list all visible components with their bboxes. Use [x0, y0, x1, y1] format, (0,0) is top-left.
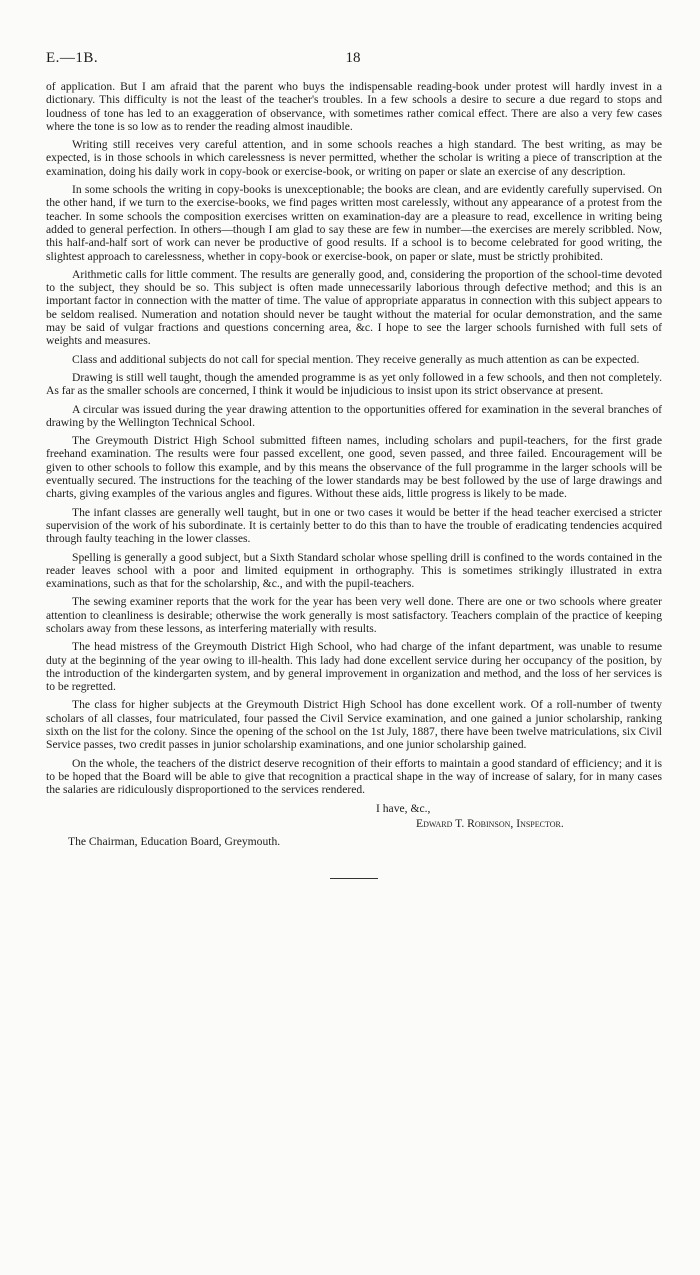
paragraph: A circular was issued during the year drawing attention to the opportunities offered for examination in the several branches of drawing by the Wellington Technical School. — [46, 402, 662, 429]
paragraph: The Greymouth District High School submitted fifteen names, including scholars and pupil-teachers, for the first grade freehand examination. The results were four passed excellent, one good, seven passed, and three failed. Encouragement will be given to other schools to follow this example, and by this means the observance of the full programme in the larger schools will be eventually secured. The instructions for the teaching of the lower standards may be best followed by the use of large drawings and charts, giving examples of the various angles and figures. Without these aids, little progress is likely to be made. — [46, 434, 662, 501]
paragraph: Drawing is still well taught, though the amended programme is as yet only followed in a few schools, and then not completely. As far as the smaller schools are concerned, I think it would be injudicious to insist upon its strict observance at present. — [46, 370, 662, 398]
paragraph: Arithmetic calls for little comment. The results are generally good, and, considering the proportion of the school-time devoted to the subject, they should be so. This subject is often made unnecessarily laborious through defective method; and this is an important factor in connection with the matter of time. The value of appropriate apparatus in connection with this subject appears to be seldom realised. Numeration and notation should never be taught without the material for ocular demonstration, and the same may be said of vulgar fractions and questions concerning area, &c. I hope to see the larger schools furnished with full sets of weights and measures. — [46, 267, 662, 348]
page-header — [46, 50, 660, 72]
paragraph: In some schools the writing in copy-books is unexceptionable; the books are clean, and are evidently carefully supervised. On the other hand, if we turn to the exercise-books, we find pages written most carelessly, without any appearance of a protest from the teacher. In some schools the composition exercises written on examination-day are a pleasure to read, excellence in writing being added to general perfection. In others—though I am glad to say these are few in number—the exercises are merely scribbled. Now, this half-and-half sort of work can never be productive of good results. If a school is to become celebrated for good writing, the slightest approach to carelessness, whether in copy-book or exercise-book, on paper or slate, must be strictly prohibited. — [46, 183, 662, 263]
paragraph: Class and additional subjects do not call for special mention. They receive generally as much attention as can be expected. — [72, 352, 640, 366]
paragraph: Writing still receives very careful attention, and in some schools reaches a high standard. The best writing, as may be expected, is in those schools in which carelessness is never permitted, whether the scholar is writing a piece of transcription at the examination, doing his daily work in copy-book or exercise-book, or writing on paper or slate an exercise of any description. — [46, 138, 662, 178]
paragraph: Spelling is generally a good subject, but a Sixth Standard scholar whose spelling drill is confined to the words contained in the reader leaves school with a poor and limited equipment in orthography. This is sometimes strikingly illustrated in extra examinations, such as that for the scholarship, &c., and with the pupil-teachers. — [46, 550, 662, 591]
page-number: 18 — [345, 50, 361, 66]
signoff-block — [46, 802, 662, 852]
document-reference: E.—1B. — [46, 50, 99, 66]
paragraph: of application. But I am afraid that the parent who buys the indispensable reading-book under protest will hardly invest in a dictionary. This difficulty is not the least of the teacher's troubles. In a few schools a desire to secure a due regard to stops and loudness of tone has led to an exaggeration of observance, with sometimes rather comical effect. There are also a very few cases where the tone is so low as to render the reading almost inaudible. — [46, 80, 662, 133]
paragraph: The head mistress of the Greymouth District High School, who had charge of the infant department, was unable to resume duty at the beginning of the year owing to ill-health. This lady had done excellent service during her occupancy of the position, by the introduction of the kindergarten system, and by general improvement in organization and method, and the loss of her services is to be regretted. — [46, 640, 662, 694]
end-rule — [330, 878, 378, 879]
closing-line: I have, &c., — [376, 801, 431, 815]
report-body — [46, 80, 662, 879]
paragraph: The sewing examiner reports that the work for the year has been very well done. There are one or two schools where greater attention to cleanliness is desirable; otherwise the work generally is most satisfactory. Teachers complain of the practice of keeping scholars away from these lessons, as interfering materially with results. — [46, 595, 662, 635]
paragraph: On the whole, the teachers of the district deserve recognition of their efforts to maintain a good standard of efficiency; and it is to be hoped that the Board will be able to give that recognition a practical shape in the way of increase of salary, for in many cases the salaries are ridiculously disproportioned to the services rendered. — [46, 756, 662, 797]
signature: Edward T. Robinson, Inspector. — [416, 816, 564, 830]
addressee: The Chairman, Education Board, Greymouth. — [68, 834, 281, 848]
paragraph: The infant classes are generally well taught, but in one or two cases it would be better if the head teacher exercised a stricter supervision of the work of his subordinate. It is certainly better to do this than to have the trouble of eradicating tendencies acquired through faulty teaching in the lower classes. — [46, 505, 662, 546]
paragraph: The class for higher subjects at the Greymouth District High School has done excellent work. Of a roll-number of twenty scholars of all classes, four matriculated, four passed the Civil Service examination, and one gained a junior scholarship, ranking sixth on the list for the colony. Since the opening of the school on the 1st July, 1887, there have been twelve matriculations, six Civil Service passes, two credit passes in junior scholarship examinations, and one junior scholarship gained. — [46, 698, 662, 752]
